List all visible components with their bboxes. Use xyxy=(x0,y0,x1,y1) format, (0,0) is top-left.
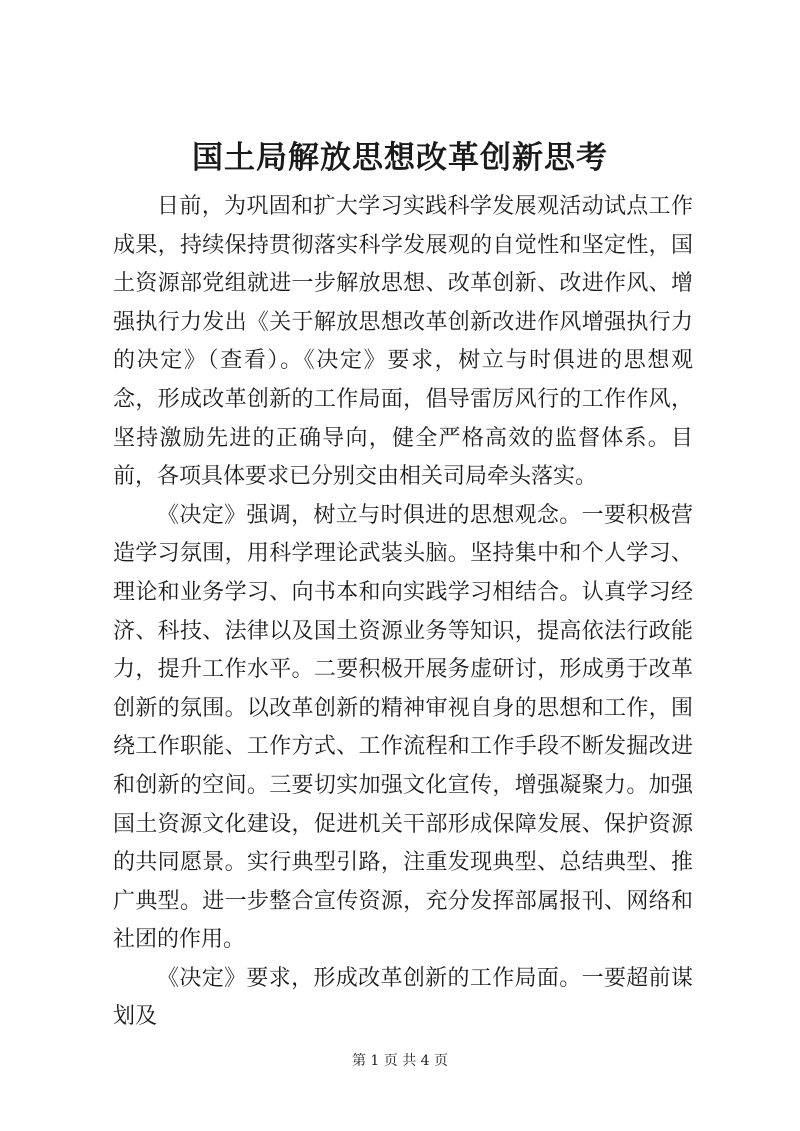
document-body xyxy=(113,188,693,1030)
paragraph-2: 《决定》强调，树立与时俱进的思想观念。一要积极营造学习氛围，用科学理论武装头脑。坚持集中和个人学习、理论和业务学习、向书本和向实践学习相结合。认真学习经济、科技、法律以及国土资源业务等知识，提高依法行政能力，提升工作水平。二要积极开展务虚研讨，形成勇于改革创新的氛围。以改革创新的精神审视自身的思想和工作，围绕工作职能、工作方式、工作流程和工作手段不断发掘改进和创新的空间。三要切实加强文化宣传，增强凝聚力。加强国土资源文化建设，促进机关干部形成保障发展、保护资源的共同愿景。实行典型引路，注重发现典型、总结典型、推广典型。进一步整合宣传资源，充分发挥部属报刊、网络和社团的作用。 xyxy=(113,502,693,953)
paragraph-3: 《决定》要求，形成改革创新的工作局面。一要超前谋划及 xyxy=(113,965,693,1030)
document-title: 国土局解放思想改革创新思考 xyxy=(192,140,608,176)
paragraph-1: 日前，为巩固和扩大学习实践科学发展观活动试点工作成果，持续保持贯彻落实科学发展观的自觉性和坚定性，国土资源部党组就进一步解放思想、改革创新、改进作风、增强执行力发出《关于解放思想改革创新改进作风增强执行力的决定》（查看）。《决定》要求，树立与时俱进的思想观念，形成改革创新的工作局面，倡导雷厉风行的工作作风，坚持激励先进的正确导向，健全严格高效的监督体系。目前，各项具体要求已分别交由相关司局牵头落实。 xyxy=(113,194,693,490)
page-footer: 第 1 页 共 4 页 xyxy=(351,1053,449,1069)
